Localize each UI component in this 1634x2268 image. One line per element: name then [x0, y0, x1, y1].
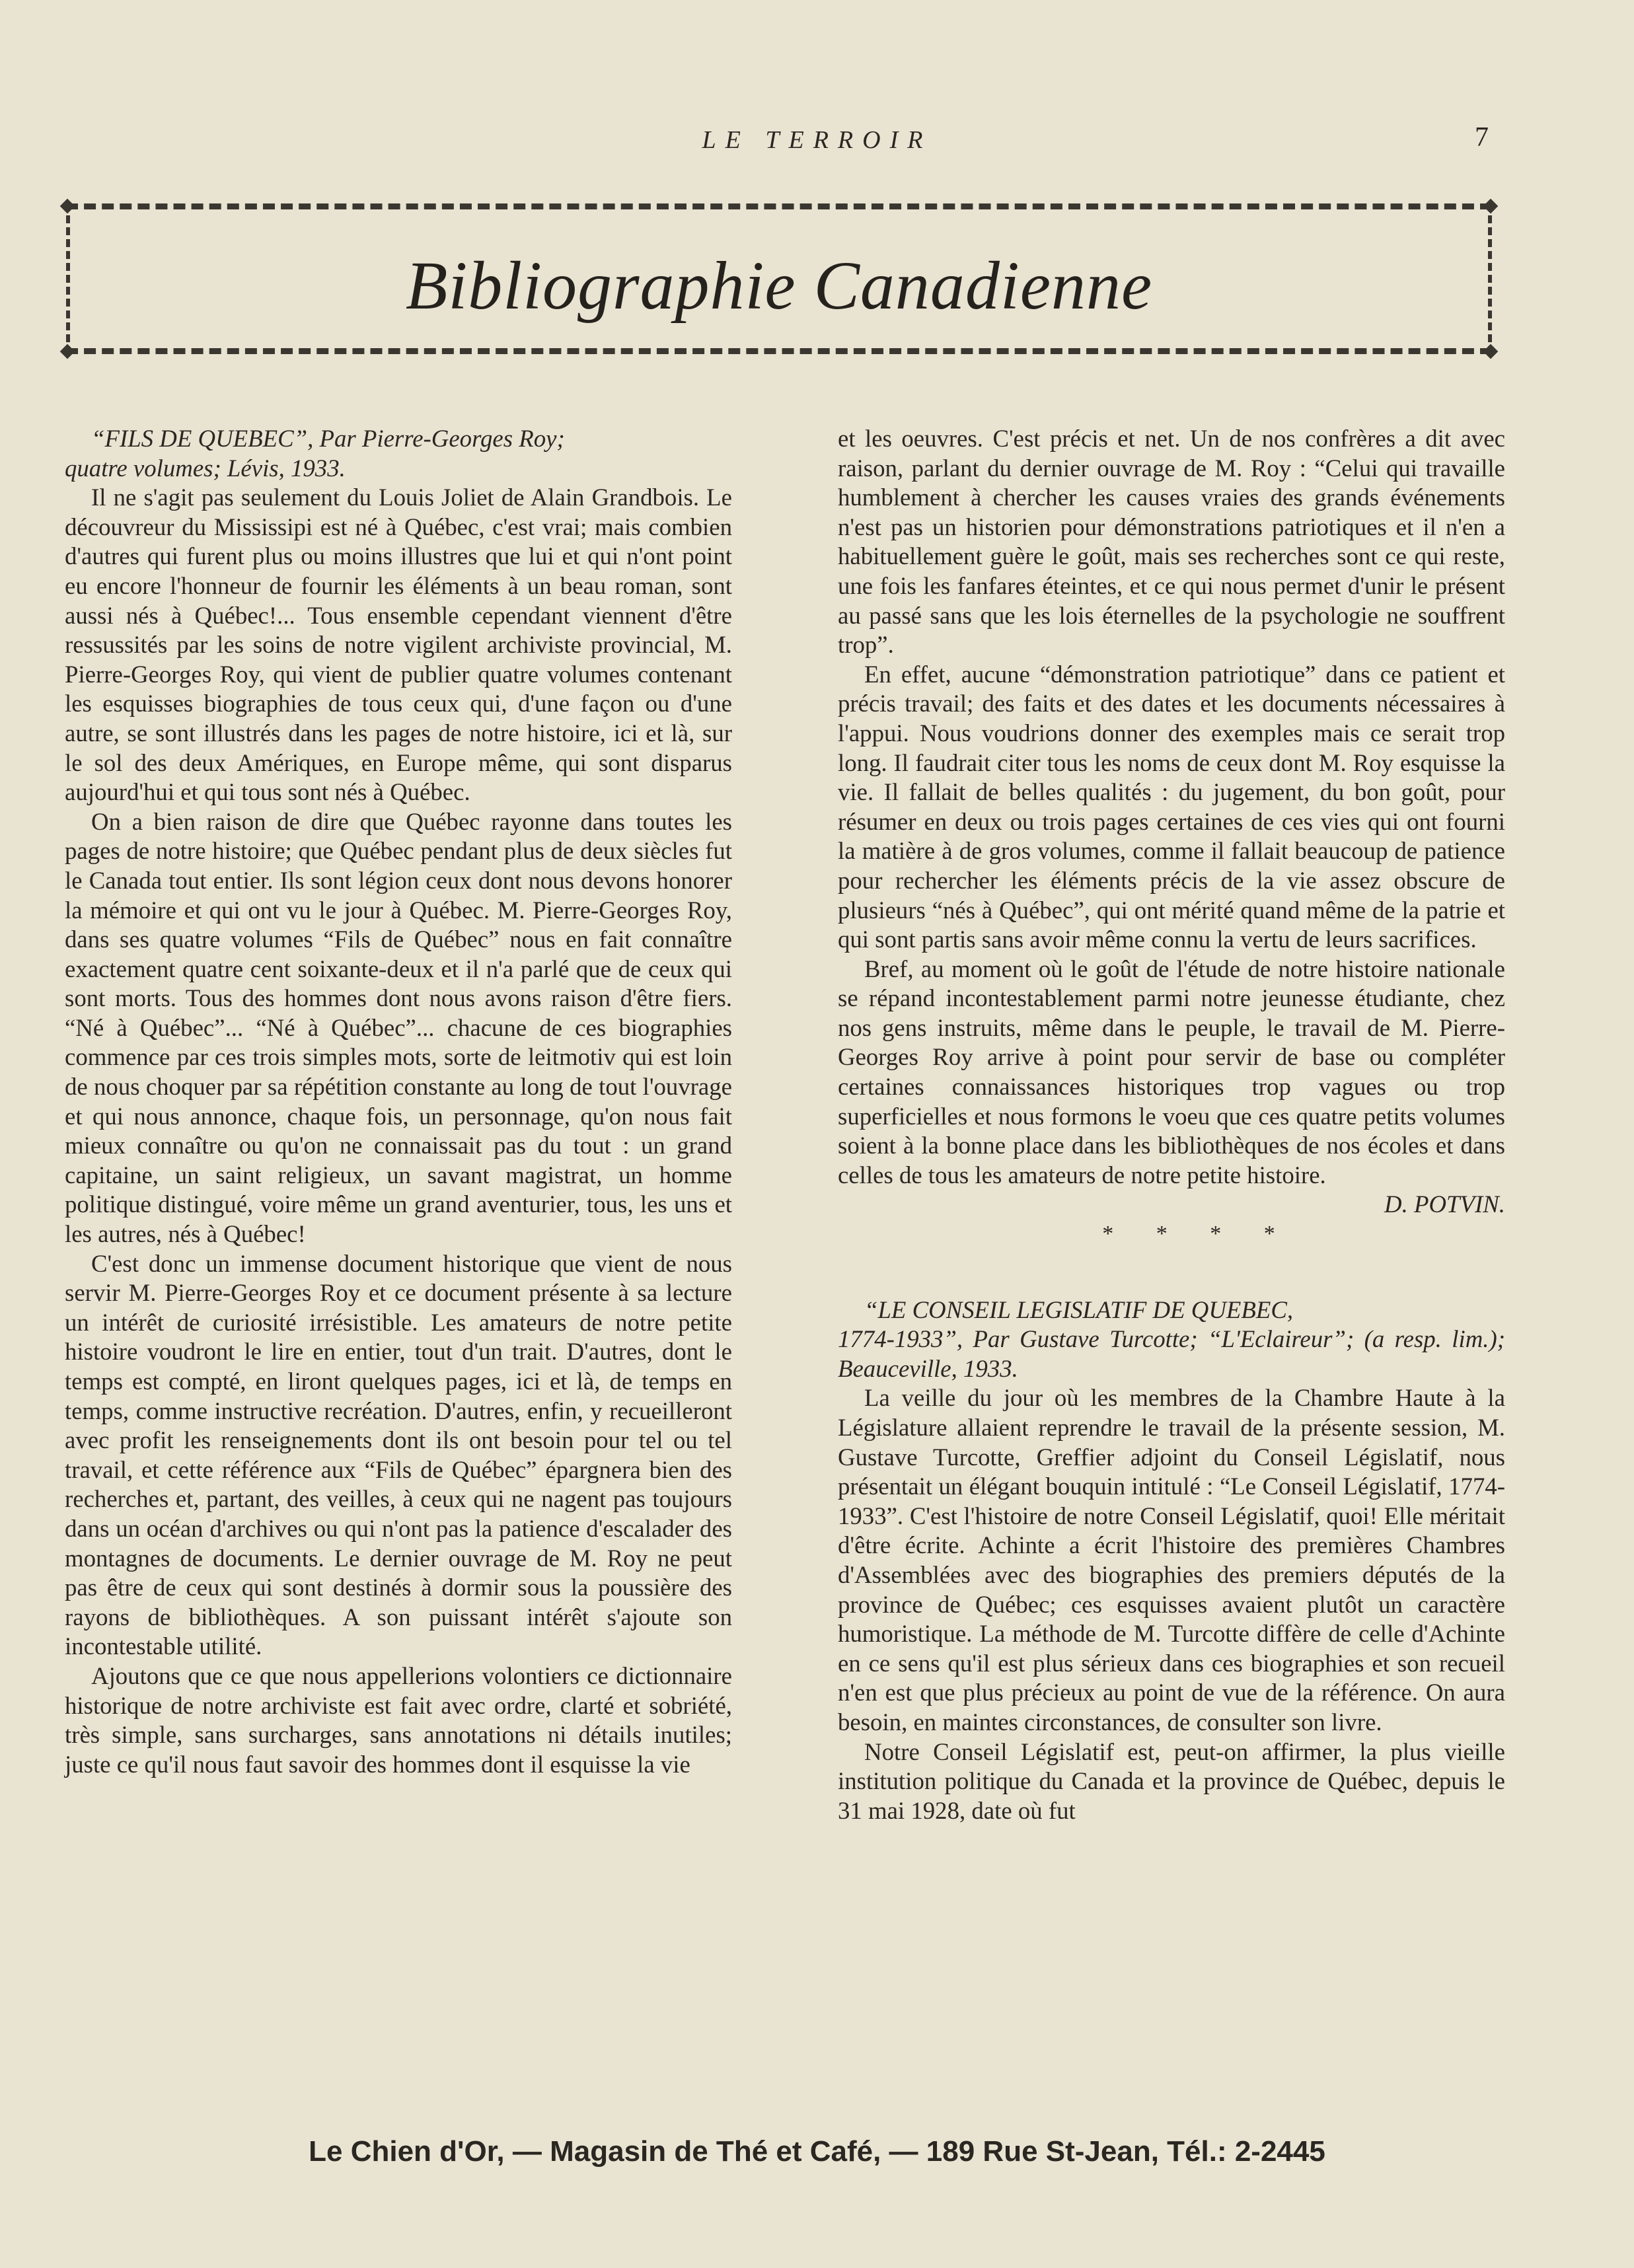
review-paragraph: Il ne s'agit pas seulement du Louis Joliet de Alain Grandbois. Le découvreur du Mississipi est né à Québec, c'est vrai; mais combien d'autres qui furent plus ou moins illustres que lui et qui n'ont point eu encore l'honneur de fournir les éléments à un beau roman, sont aussi nés à Québec!... Tous ensemble cependant viennent d'être ressussités par les soins de notre vigilent archiviste provincial, M. Pierre-Georges Roy, qui vient de publier quatre volumes contenant les esquisses biographies de tous ceux qui, d'une façon ou d'une autre, se sont illustrés dans les pages de notre histoire, ici et là, sur le sol des deux Amériques, en Europe même, qui sont disparus aujourd'hui et qui tous sont nés à Québec. [65, 484, 732, 806]
review-paragraph: Bref, au moment où le goût de l'étude de notre histoire nationale se répand incontestablement parmi notre jeunesse étudiante, chez nos gens instruits, même dans le peuple, le travail de M. Pierre-Georges Roy arrive à point pour servir de base ou compléter certaines connaissances historiques trop vagues ou trop superficielles et nous formons le voeu que ces quatre petits volumes soient à la bonne place dans les bibliothèques de nos écoles et dans celles de tous les amateurs de notre petite histoire. [838, 955, 1505, 1189]
review-paragraph: En effet, aucune “démonstration patriotique” dans ce patient et précis travail; des faits et des dates et les documents nécessaires à l'appui. Nous voudrions donner des exemples mais ce serait trop long. Il faudrait citer tous les noms de ceux dont M. Roy esquisse la vie. Il fallait de belles qualités : du jugement, du bon goût, pour résumer en deux ou trois pages certaines de ces vies qui ont fourni la matière à de gros volumes, comme il fallait beaucoup de patience pour rechercher les éléments précis de la vie assez obscure de plusieurs “nés à Québec”, qui ont mérité quand même de la patrie et qui sont partis sans avoir même connu la vertu de leurs sacrifices. [838, 660, 1505, 953]
review-paragraph: C'est donc un immense document historique que vient de nous servir M. Pierre-Georges Roy et ce document présente à sa lecture un intérêt de curiosité irrésistible. Les amateurs de notre petite histoire voudront le lire en entier, tout d'un trait. D'autres, dont le temps est compté, en liront quelques pages, ici et là, de temps en temps, comme instructive recréation. D'autres, enfin, y recueilleront avec profit les renseignements dont ils ont besoin pour tel ou tel travail, et cette référence aux “Fils de Québec” épargnera bien des recherches et, partant, des veilles, à ceux qui ne nagent pas toujours dans un océan d'archives ou qui n'ont pas la patience d'escalader des montagnes de documents. Le dernier ouvrage de M. Roy ne peut pas être de ceux qui sont destinés à dormir sous la poussière des rayons de bibliothèques. A son puissant intérêt s'ajoute son incontestable utilité. [65, 1249, 732, 1660]
book-reference-details: 1774-1933”, Par Gustave Turcotte; “L'Eclaireur”; (a resp. lim.); Beauceville, 1933. [838, 1325, 1505, 1382]
review-paragraph: On a bien raison de dire que Québec rayonne dans toutes les pages de notre histoire; que Québec pendant plus de deux siècles fut le Canada tout entier. Ils sont légion ceux dont nous devons honorer la mémoire et qui ont vu le jour à Québec. M. Pierre-Georges Roy, dans ses quatre volumes “Fils de Québec” nous en fait connaître exactement quatre cent soixante-deux et il n'a parlé que de ceux qui sont morts. Tous des hommes dont nous avons raison d'être fiers. “Né à Québec”... “Né à Québec”... chacune de ces biographies commence par ces trois simples mots, sorte de leitmotiv qui est loin de nous choquer par sa répétition constante au long de tout l'ouvrage et qui nous annonce, chaque fois, un personnage, qu'on nous fait mieux connaître ou qu'on ne connaissait pas du tout : un grand capitaine, un saint religieux, un savant magistrat, un homme politique distingué, voire même un grand aventurier, tous, les uns et les autres, nés à Québec! [65, 807, 732, 1248]
frame-corner-ornament [1483, 199, 1499, 214]
frame-corner-ornament [1483, 344, 1499, 359]
section-title: Bibliographie Canadienne [405, 248, 1153, 324]
left-column [65, 424, 732, 1779]
review-paragraph: Ajoutons que ce que nous appellerions volontiers ce dictionnaire historique de notre archiviste est fait avec ordre, clarté et sobriété, très simple, sans surcharges, sans annotations ni détails inutiles; juste ce qu'il nous faut savoir des hommes dont il esquisse la vie [65, 1662, 732, 1778]
section-separator: * * * * [1102, 1222, 1294, 1247]
page-number: 7 [1475, 122, 1489, 153]
spacer [838, 1249, 1505, 1296]
journal-title: LE TERROIR [702, 126, 932, 154]
frame-corner-ornament [60, 344, 75, 359]
frame-corner-ornament [60, 199, 75, 214]
author-signature: D. POTVIN. [1384, 1190, 1505, 1218]
book-reference-title: “FILS DE QUEBEC”, Par Pierre-Georges Roy; [91, 425, 565, 452]
book-reference-title: “LE CONSEIL LEGISLATIF DE QUEBEC, [864, 1296, 1294, 1323]
review-paragraph: La veille du jour où les membres de la Chambre Haute à la Législature allaient reprendre le travail de la présente session, M. Gustave Turcotte, Greffier adjoint du Conseil Législatif, nous présentait un élégant bouquin intitulé : “Le Conseil Législatif, 1774-1933”. C'est l'histoire de notre Conseil Législatif, quoi! Elle méritait d'être écrite. Achinte a écrit l'histoire des premières Chambres d'Assemblées avec des biographies des premiers députés de la province de Québec; ces esquisses avaient plutôt un caractère humoristique. La méthode de M. Turcotte diffère de celle d'Achinte en ce sens qu'il est plus sérieux dans ces biographies et son recueil n'en est que plus précieux au point de vue de la référence. On aura besoin, en maintes circonstances, de consulter son livre. [838, 1384, 1505, 1736]
page-header [0, 122, 1634, 159]
review-paragraph: et les oeuvres. C'est précis et net. Un de nos confrères a dit avec raison, parlant du dernier ouvrage de M. Roy : “Celui qui travaille humblement à chercher les causes vraies des grands événements n'est pas un historien pour démonstrations patriotiques et il n'en a habituellement guère le goût, mais ses recherches sont ce qui reste, une fois les fanfares éteintes, et ce qui nous permet d'unir le présent au passé sans que les lois éternelles de la psychologie ne souffrent trop”. [838, 425, 1505, 659]
review-paragraph: Notre Conseil Législatif est, peut-on affirmer, la plus vieille institution politique du Canada et la province de Québec, depuis le 31 mai 1928, date où fut [838, 1738, 1505, 1824]
book-reference-details: quatre volumes; Lévis, 1933. [65, 454, 346, 482]
title-frame [66, 203, 1492, 354]
right-column [838, 424, 1505, 1825]
footer-advertisement: Le Chien d'Or, — Magasin de Thé et Café, — 189 Rue St-Jean, Tél.: 2-2445 [309, 2135, 1325, 2168]
